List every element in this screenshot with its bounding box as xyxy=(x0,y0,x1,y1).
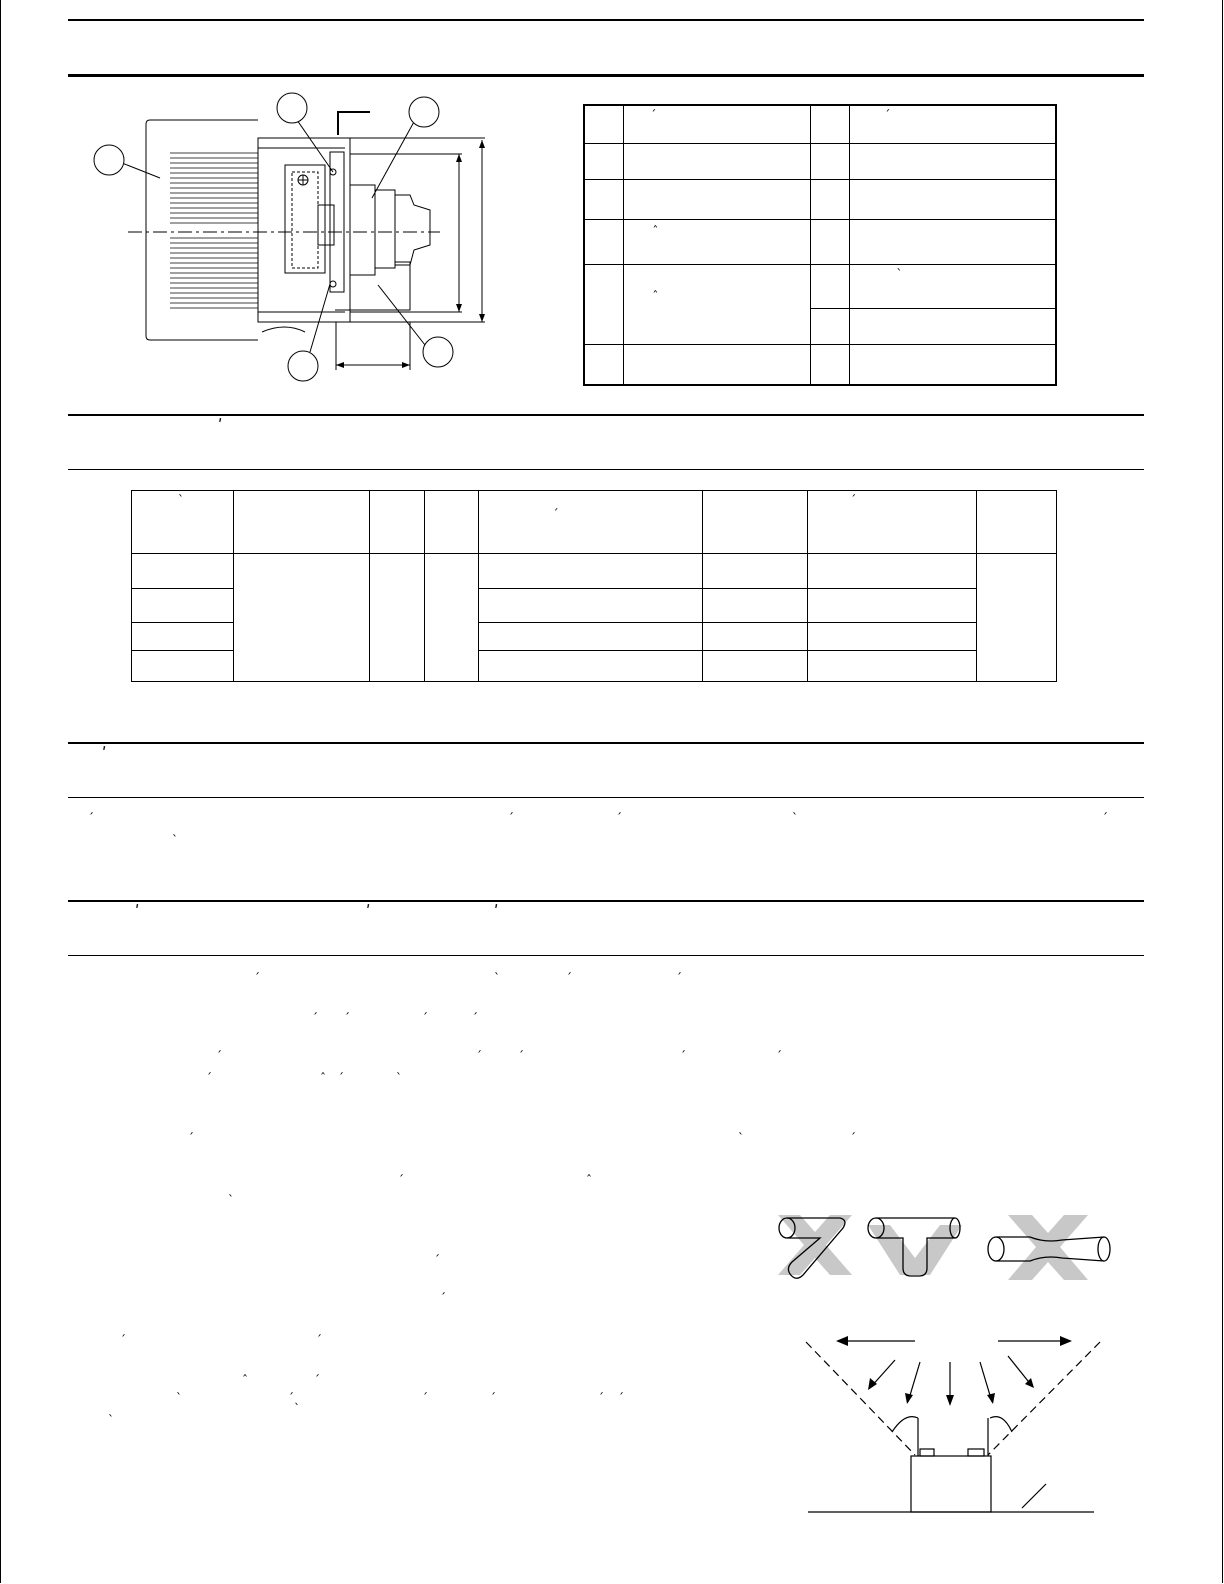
specs-header-cell: ˊ xyxy=(478,491,703,554)
section-accent-mark: ʹ xyxy=(218,416,223,435)
parts-name-cell: ˆ xyxy=(624,219,810,264)
parts-name-cell: ˋ xyxy=(850,264,1056,308)
parts-name-cell: ˆ xyxy=(624,264,810,344)
section-accent-mark: ʹ xyxy=(366,902,371,921)
specs-header-cell: ˊ xyxy=(808,491,977,554)
parts-name-cell: ˊ xyxy=(624,105,810,143)
specs-header-cell: ˋ xyxy=(132,491,234,554)
section-accent-mark: ʹ xyxy=(102,744,107,763)
section-accent-mark: ʹ xyxy=(135,902,140,921)
section-accent-mark: ʹ xyxy=(494,902,499,921)
parts-name-cell: ˊ xyxy=(850,105,1056,143)
